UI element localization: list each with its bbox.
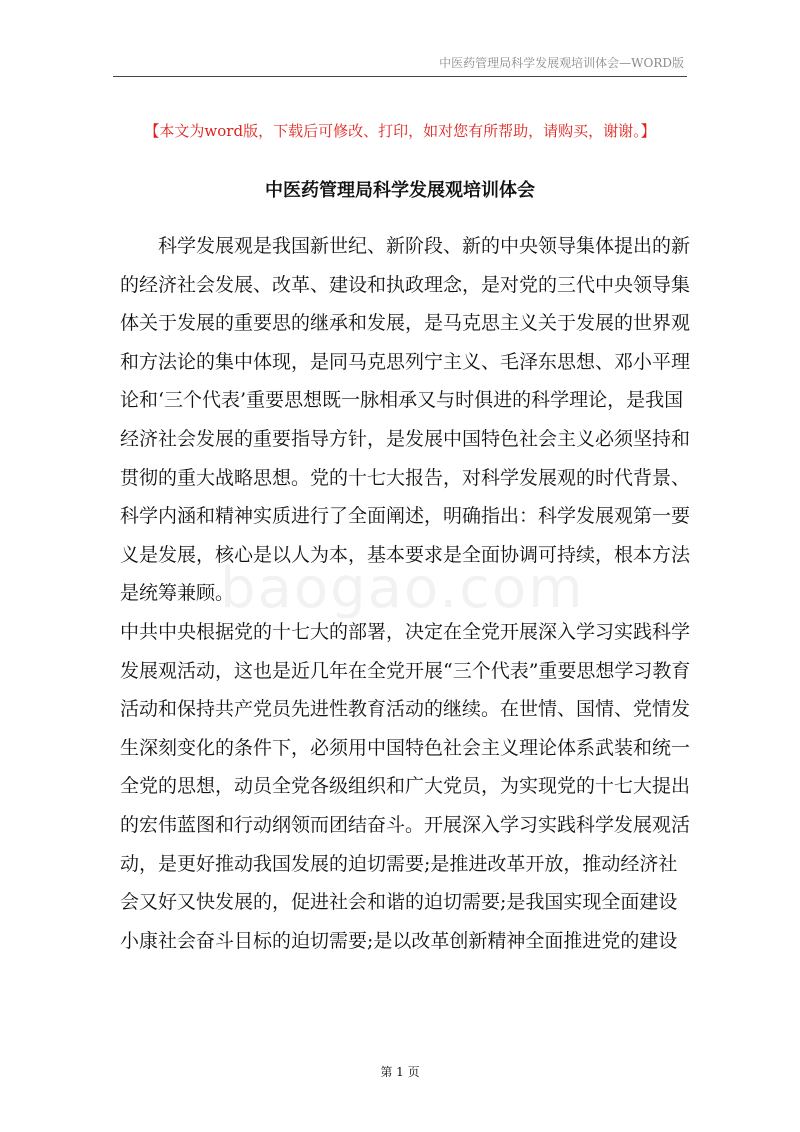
download-notice: 【本文为word版，下载后可修改、打印，如对您有所帮助，请购买，谢谢。】 — [144, 122, 656, 140]
text-line: 中共中央根据党的十七大的部署，决定在全党开展深入学习实践科学 — [120, 620, 691, 643]
paragraph-1 — [120, 227, 691, 613]
text-line: 全党的思想，动员全党各级组织和广大党员，为实现党的十七大提出 — [120, 775, 691, 798]
document-title: 中医药管理局科学发展观培训体会 — [265, 180, 535, 201]
text-line: 小康社会奋斗目标的迫切需要;是以改革创新精神全面推进党的建设 — [120, 929, 678, 952]
text-line: 科学发展观是我国新世纪、新阶段、新的中央领导集体提出的新 — [158, 235, 691, 257]
text-line: 活动和保持共产党员先进性教育活动的继续。在世情、国情、党情发 — [120, 698, 691, 721]
header-divider — [113, 76, 687, 77]
text-line: 论和‘三个代表’重要思想既一脉相承又与时俱进的科学理论，是我国 — [120, 389, 684, 412]
paragraph-2 — [120, 613, 691, 960]
page-number: 第 1 页 — [380, 1065, 420, 1079]
text-line: 发展观活动，这也是近几年在全党开展“三个代表”重要思想学习教育 — [120, 659, 691, 682]
text-line: 生深刻变化的条件下，必须用中国特色社会主义理论体系武装和统一 — [120, 736, 691, 759]
text-line: 和方法论的集中体现，是同马克思列宁主义、毛泽东思想、邓小平理 — [120, 350, 691, 373]
text-line: 的宏伟蓝图和行动纲领而团结奋斗。开展深入学习实践科学发展观活 — [120, 813, 691, 836]
document-body — [120, 227, 691, 960]
text-line: 是统筹兼顾。 — [120, 582, 235, 605]
text-line: 科学内涵和精神实质进行了全面阐述，明确指出：科学发展观第一要 — [120, 505, 691, 528]
text-line: 动，是更好推动我国发展的迫切需要;是推进改革开放，推动经济社 — [120, 852, 678, 875]
text-line: 会又好又快发展的，促进社会和谐的迫切需要;是我国实现全面建设 — [120, 891, 678, 914]
text-line: 的经济社会发展、改革、建设和执政理念，是对党的三代中央领导集 — [120, 273, 691, 296]
running-header: 中医药管理局科学发展观培训体会—WORD版 — [439, 56, 684, 70]
text-line: 贯彻的重大战略思想。党的十七大报告，对科学发展观的时代背景、 — [120, 466, 691, 489]
text-line: 经济社会发展的重要指导方针，是发展中国特色社会主义必须坚持和 — [120, 427, 691, 450]
watermark: baogao.com — [220, 556, 585, 621]
text-line: 体关于发展的重要思的继承和发展，是马克思主义关于发展的世界观 — [120, 312, 691, 335]
text-line: 义是发展，核心是以人为本，基本要求是全面协调可持续，根本方法 — [120, 543, 691, 566]
